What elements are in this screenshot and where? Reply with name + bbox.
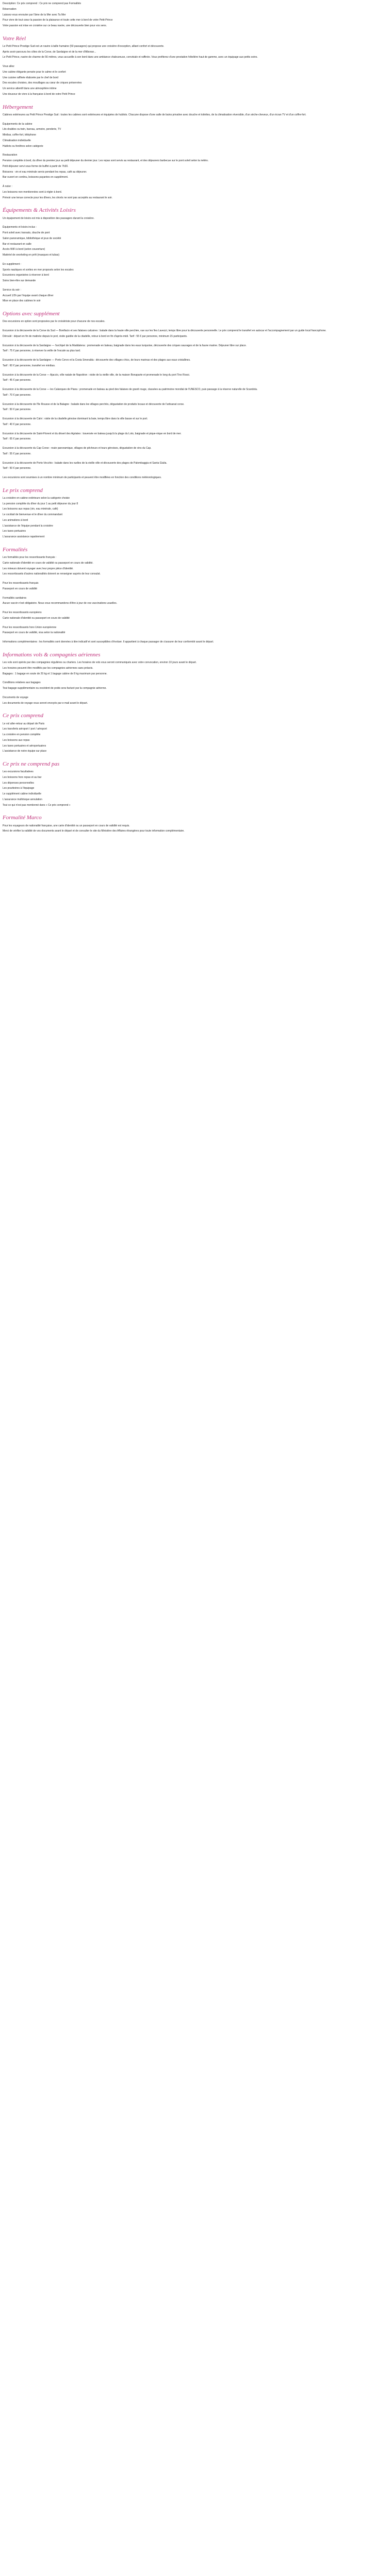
section-paragraph: Les boissons aux repas (vin, eau minérale, café) <box>3 507 58 511</box>
section-title: Ce prix comprend <box>3 713 44 719</box>
header-line: Réservation <box>3 7 17 11</box>
header-block <box>3 2 388 28</box>
section-paragraph: Les boissons hors repas et au bar <box>3 775 42 779</box>
section-paragraph: Les animations à bord <box>3 518 28 522</box>
content-section <box>3 104 388 200</box>
header-line: Votre passion est mise en croisière sur ce beau navire, une découverte bien pour vos sens. <box>3 24 107 27</box>
paragraph-gap <box>3 414 388 416</box>
section-paragraph: Les pourboires à l'équipage <box>3 787 35 790</box>
content-section <box>3 761 388 807</box>
section-paragraph: Conditions relatives aux bagages <box>3 681 41 685</box>
bottom-spacer <box>3 835 388 841</box>
section-paragraph: Vous allez <box>3 65 14 69</box>
section-paragraph: Tarif : 55 € par personne. <box>3 452 31 455</box>
paragraph-gap <box>3 458 388 460</box>
section-paragraph: La croisière en pension complète <box>3 733 41 736</box>
section-paragraph: Bagages : 1 bagage en soute de 20 kg et 1 bagage cabine de 8 kg maximum par personne. <box>3 672 107 675</box>
section-paragraph: Petit déjeuner servi sous forme de buffet à partir de 7h30. <box>3 164 69 168</box>
section-paragraph: L'assistance de notre équipe sur place <box>3 750 47 753</box>
section-paragraph: La pension complète du dîner du jour 1 au petit déjeuner du jour 8 <box>3 502 78 505</box>
paragraph-gap <box>3 61 388 63</box>
section-paragraph: Les documents de voyage vous seront envoyés par e-mail avant le départ. <box>3 701 88 705</box>
paragraph-gap <box>3 593 388 595</box>
section-paragraph: Soins bien-être sur demande <box>3 279 36 283</box>
section-title: Votre Réel <box>3 35 26 42</box>
section-paragraph: Excursion à la découverte de la Sardaigne — Porto Cervo et la Costa Smeralda : découverte des villages chics, de leurs marinas et des plages aux eaux cristallines. <box>3 359 191 362</box>
section-paragraph: Le cocktail de bienvenue et le dîner du commandant <box>3 513 62 517</box>
section-paragraph: Accueil 1/2h par l'équipe avant chaque dîner <box>3 294 54 297</box>
section-paragraph: Tarif : 60 € par personne, transfert en minibus. <box>3 364 56 367</box>
section-paragraph: Le vol aller-retour au départ de Paris <box>3 722 45 725</box>
section-paragraph: Salon panoramique, bibliothèque et jeux de société <box>3 236 61 240</box>
section-paragraph: Passeport en cours de validité, visa selon la nationalité <box>3 631 66 635</box>
section-paragraph: Tarif : 40 € par personne. <box>3 422 31 426</box>
section-paragraph: Les dépenses personnelles <box>3 781 34 785</box>
section-title: Formalités <box>3 546 28 553</box>
section-paragraph: Sports nautiques et sorties en mer proposés selon les escales <box>3 268 74 272</box>
section-title: Hébergement <box>3 104 33 110</box>
section-paragraph: L'assurance assistance rapatriement <box>3 535 45 539</box>
section-paragraph: Boissons : vin et eau minérale servis pendant les repas, café au déjeuner. <box>3 170 87 174</box>
section-title: Options avec supplément <box>3 311 60 317</box>
section-paragraph: Les ressortissants d'autres nationalités doivent se renseigner auprès de leur consulat. <box>3 572 101 576</box>
paragraph-gap <box>3 326 388 328</box>
section-paragraph: La croisière en cabine extérieure selon la catégorie choisie <box>3 496 70 500</box>
paragraph-gap <box>3 119 388 121</box>
section-paragraph: Bar et restaurant en salle <box>3 242 31 246</box>
section-paragraph: Informations complémentaires : les formalités sont données à titre indicatif et sont susceptibles d'évoluer. Il appartient à chaque passager de s'assurer de leur conformité avant le départ. <box>3 640 214 644</box>
section-paragraph: Excursion à la découverte du Cap Corse : route panoramique, villages de pêcheurs et tours génoises, dégustation de vins du Cap. <box>3 447 152 450</box>
paragraph-gap <box>3 607 388 609</box>
paragraph-gap <box>3 429 388 431</box>
section-paragraph: Le Petit Prince Prestige Sud est un navire à taille humaine (50 passagers) qui propose une croisière d'exception, alliant confort et découverte. <box>3 44 165 48</box>
paragraph-gap <box>3 259 388 261</box>
section-paragraph: Équipements de la cabine <box>3 122 32 126</box>
paragraph-gap <box>3 341 388 343</box>
section-paragraph: Formalités sanitaires <box>3 596 27 600</box>
paragraph-gap <box>3 150 388 152</box>
section-paragraph: Les boissons non mentionnées sont à régler à bord. <box>3 190 62 194</box>
paragraph-gap <box>3 443 388 445</box>
paragraph-gap <box>3 285 388 287</box>
section-paragraph: À noter : <box>3 185 12 189</box>
header-line: Description: Ce prix comprend : Ce prix ne comprend pas Formalités <box>3 2 82 5</box>
paragraph-gap <box>3 222 388 224</box>
paragraph-gap <box>3 472 388 474</box>
section-paragraph: Équipements et loisirs inclus : <box>3 226 37 229</box>
section-paragraph: Après avoir parcouru les côtes de la Corse, de Sardaigne et de la mer d'Alboran... <box>3 50 96 54</box>
section-paragraph: Pour les ressortissants français <box>3 582 39 585</box>
section-title: Formalité Marco <box>3 815 42 821</box>
section-paragraph: Tarif : 75 € par personne, à réserver la veille de l'escale au plus tard. <box>3 349 81 353</box>
header-line: Laissez-vous envouter par l'âme de la Mer avec Ta Mer <box>3 13 66 16</box>
paragraph-gap <box>3 370 388 372</box>
section-paragraph: Bar ouvert en continu, boissons payantes en supplément. <box>3 176 69 179</box>
section-paragraph: Restauration <box>3 154 18 157</box>
section-paragraph: Hublots ou fenêtres selon catégorie <box>3 144 43 148</box>
section-paragraph: Excursion à la découverte de la Corse — les Calanques de Piana : promenade en bateau au pied des falaises de granit rouge, classées au patrimoine mondial de l'UNESCO, puis passage à la réserve naturelle de Scandola. <box>3 388 258 391</box>
section-paragraph: Excursion à la découverte de la Corse — Ajaccio, ville natale de Napoléon : visite de la vieille ville, de la maison Bonaparte et promenade le long du port Tino Rossi. <box>3 373 190 377</box>
section-paragraph: Tarif : 70 € par personne. <box>3 393 31 397</box>
section-paragraph: Les formalités pour les ressortissants français : <box>3 556 57 560</box>
section-title: Équipements & Activités Loisirs <box>3 207 76 214</box>
section-paragraph: Les taxes portuaires et aéroportuaires <box>3 744 46 748</box>
section-paragraph: Excursion à la découverte de la Sardaigne — l'archipel de la Maddalena : promenade en bateau, baignade dans les eaux turquoise, découverte des criques sauvages et de la faune marine. Déjeuner libre sur place. <box>3 344 247 347</box>
paragraph-gap <box>3 578 388 580</box>
section-paragraph: Passeport en cours de validité <box>3 587 37 590</box>
section-paragraph: Service du soir : <box>3 288 21 292</box>
section-title: Le prix comprend <box>3 487 43 494</box>
section-paragraph: Pour les ressortissants européens <box>3 611 42 615</box>
paragraph-gap <box>3 181 388 183</box>
paragraph-gap <box>3 637 388 639</box>
section-paragraph: Carte nationale d'identité ou passeport en cours de validité <box>3 616 70 620</box>
section-title: Ce prix ne comprend pas <box>3 761 60 767</box>
section-paragraph: Carte nationale d'identité en cours de validité ou passeport en cours de validité. <box>3 561 93 565</box>
section-paragraph: Les taxes portuaires <box>3 530 26 533</box>
section-paragraph: Cabines extérieures au Petit Prince Prestige Sud : toutes les cabines sont extérieures et équipées de hublots. Chacune dispose d'une salle de bains privative avec douche et toilettes, de la climatisation réversible, d'un sèche-cheveux, d'un écran TV et d'un coffre-fort. <box>3 113 306 116</box>
section-paragraph: L'assurance multirisque annulation <box>3 798 42 801</box>
section-paragraph: Une cuisine raffinée élaborée par le chef de bord <box>3 76 59 79</box>
section-paragraph: Les horaires peuvent être modifiés par les compagnies aériennes sans préavis. <box>3 666 93 670</box>
section-paragraph: L'assistance de l'équipe pendant la croisière <box>3 524 53 528</box>
section-paragraph: Les transferts aéroport / port / aéroport <box>3 727 47 731</box>
section-paragraph: Minibar, coffre-fort, téléphone <box>3 133 36 137</box>
section-paragraph: Un service attentif dans une atmosphère intime <box>3 87 57 91</box>
section-paragraph: Tarif : 45 € par personne. <box>3 379 31 382</box>
section-paragraph: Matériel de snorkeling en prêt (masques et tubas) <box>3 253 60 257</box>
section-title: Informations vols & compagnies aériennes <box>3 651 101 658</box>
section-paragraph: Des excursions en option sont proposées par le croisiériste pour chacune de nos escales. <box>3 320 105 324</box>
section-paragraph: Un équipement de loisirs est mis à disposition des passagers durant la croisière. <box>3 216 94 220</box>
section-paragraph: Excursion à la découverte de Calvi : visite de la citadelle génoise dominant la baie, temps libre dans la ville basse et sur le port. <box>3 417 148 420</box>
section-paragraph: Déroulé : départ en fin de matinée depuis le port, visite guidée de la citadelle, retour à bord en fin d'après-midi. Tarif : 55 € par personne, minimum 15 participants. <box>3 334 188 338</box>
section-paragraph: Le Petit Prince, navire de charme de 56 mètres, vous accueille à son bord dans une ambiance chaleureuse, conviviale et raffinée. Vous profiterez d'une prestation hôtelière haut de gamme, avec un équipage aux petits soins. <box>3 56 258 59</box>
content-section <box>3 815 388 834</box>
section-paragraph: Pont soleil avec transats, douche de pont <box>3 231 50 235</box>
header-line: Pour vivre de tout cœur la passion de la plaisance et toute cette mer à bord de votre Petit-Prince <box>3 19 113 22</box>
content <box>3 36 388 834</box>
section-paragraph: Les excursions sont soumises à un nombre minimum de participants et peuvent être modifiées en fonction des conditions météorologiques. <box>3 476 162 479</box>
section-paragraph: Le supplément cabine individuelle <box>3 792 42 796</box>
content-section <box>3 36 388 97</box>
section-paragraph: Une cabine élégante pensée pour le calme et le confort <box>3 70 66 74</box>
page <box>0 0 391 846</box>
content-section <box>3 487 388 539</box>
content-section <box>3 207 388 303</box>
section-paragraph: Merci de vérifier la validité de vos documents avant le départ et de consulter le site du Ministère des Affaires étrangères pour toute information complémentaire. <box>3 829 185 833</box>
content-section <box>3 311 388 480</box>
section-paragraph: Tout bagage supplémentaire ou excédent de poids sera facturé par la compagnie aérienne. <box>3 687 107 690</box>
section-paragraph: Excursion à la découverte de l'île Rousse et de la Balagne : balade dans les villages perchés, dégustation de produits locaux et découverte de l'artisanat corse. <box>3 402 185 406</box>
paragraph-gap <box>3 622 388 624</box>
section-paragraph: Une douceur de vivre à la française à bord de votre Petit Prince <box>3 92 75 96</box>
section-paragraph: Tarif : 50 € par personne. <box>3 408 31 412</box>
section-paragraph: Les mineurs doivent voyager avec leur propre pièce d'identité. <box>3 567 74 570</box>
section-paragraph: Excursion à la découverte de Saint-Florent et du désert des Agriates : traversée en bateau jusqu'à la plage du Loto, baignade et pique-nique en bord de mer. <box>3 432 182 435</box>
section-paragraph: Excursion à la découverte de la Corse du Sud — Bonifacio et ses falaises calcaires : balade dans la haute ville perchée, vue sur les îles Lavezzi, temps libre pour la découverte personnelle. Le prix comprend le transfert en autocar et l'accompagnement par un guide local francophone. <box>3 329 327 332</box>
section-paragraph: Excursion à la découverte de Porto-Vecchio : balade dans les ruelles de la vieille ville et découverte des plages de Palombaggia et Santa Giulia. <box>3 461 167 465</box>
paragraph-gap <box>3 677 388 680</box>
section-paragraph: Documents de voyage <box>3 696 28 699</box>
section-paragraph: Pour les voyageurs de nationalité française, une carte d'identité ou un passeport en cours de validité est requis. <box>3 824 130 827</box>
paragraph-gap <box>3 384 388 386</box>
section-paragraph: Pension complète à bord, du dîner du premier jour au petit déjeuner du dernier jour. Les repas sont servis au restaurant, et des déjeuners barbecue sur le pont soleil selon la météo. <box>3 159 209 163</box>
section-paragraph: Tout ce qui n'est pas mentionné dans « Ce prix comprend » <box>3 803 71 807</box>
section-paragraph: Prévoir une tenue correcte pour les dîners, les shorts ne sont pas acceptés au restaurant le soir. <box>3 196 112 199</box>
paragraph-gap <box>3 355 388 357</box>
section-paragraph: Accès WiFi à bord (selon couverture) <box>3 248 45 251</box>
section-paragraph: Les boissons aux repas <box>3 738 30 742</box>
content-section <box>3 713 388 754</box>
content-section <box>3 652 388 705</box>
section-paragraph: En supplément : <box>3 262 22 266</box>
section-paragraph: Des escales choisies, des mouillages au cœur de criques préservées <box>3 81 82 85</box>
paragraph-gap <box>3 399 388 401</box>
section-paragraph: Pour les ressortissants hors Union européenne <box>3 625 57 629</box>
section-paragraph: Les excursions facultatives <box>3 770 34 774</box>
section-paragraph: Tarif : 65 € par personne. <box>3 437 31 441</box>
section-paragraph: Tarif : 50 € par personne. <box>3 467 31 470</box>
section-paragraph: Mise en place des cabines le soir <box>3 299 41 303</box>
paragraph-gap <box>3 692 388 694</box>
section-paragraph: Aucun vaccin n'est obligatoire. Nous vous recommandons d'être à jour de vos vaccinations usuelles. <box>3 602 118 605</box>
section-paragraph: Lits doubles ou twin, bureau, armoire, penderie, TV <box>3 128 61 131</box>
section-paragraph: Excursions organisées à réserver à bord <box>3 274 49 277</box>
section-paragraph: Climatisation individuelle <box>3 139 31 142</box>
content-section <box>3 547 388 645</box>
section-paragraph: Les vols sont opérés par des compagnies régulières ou charters. Les horaires de vols vous seront communiqués avec votre convocation, environ 10 jours avant le départ. <box>3 661 197 665</box>
